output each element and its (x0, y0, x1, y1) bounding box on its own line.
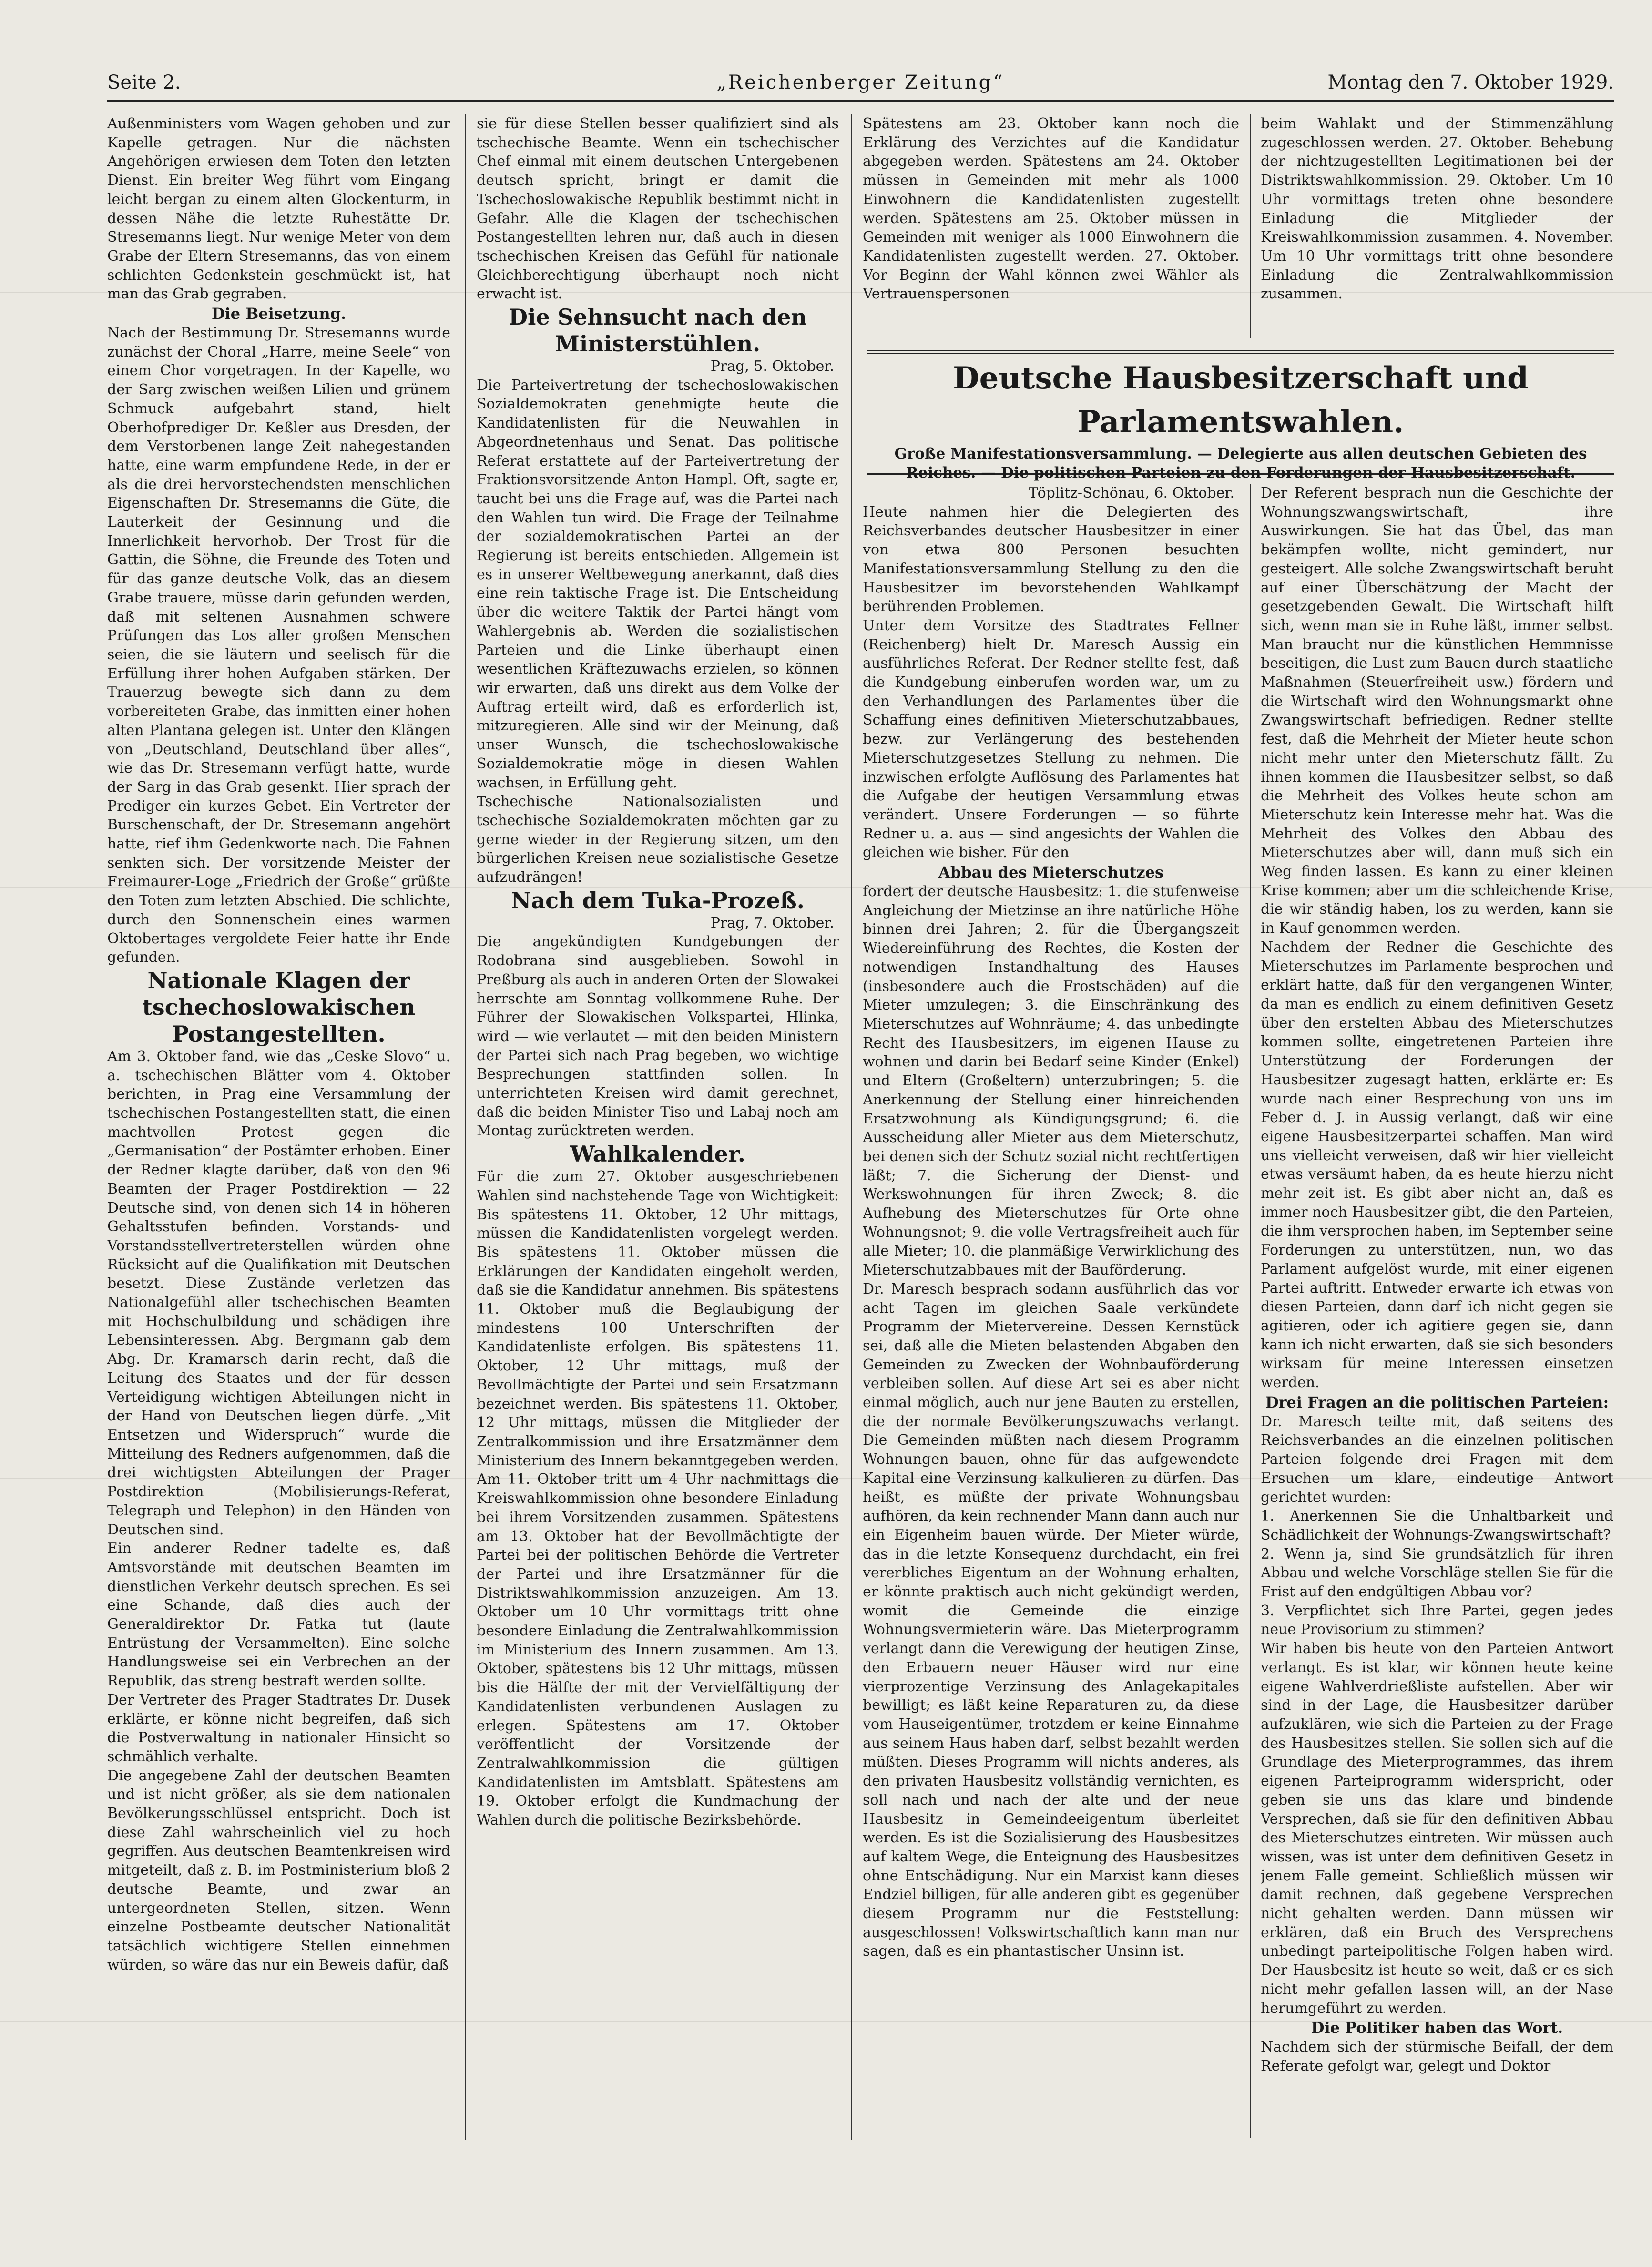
article-continuation: Außenministers vom Wagen gehoben und zur Kapelle getragen. Nur die nächsten Angehörigen erwiesen dem Toten den letzten Dienst. Ein breiter Weg führt vom Eingang leicht bergan zu einem alten Glockenturm, in dessen Nähe die letzte Ruhestätte Dr. Stresemanns liegt. Nur wenige Meter von dem Grabe der Eltern Stresemanns, das von einem schlichten Gedenkstein geschmückt ist, hat man das Grab gegraben. (107, 115, 450, 303)
article-headline: Wahlkalender. (570, 1141, 745, 1167)
column-3 (863, 484, 1239, 2140)
section-heading: Abbau des Mieterschutzes (938, 863, 1163, 882)
column-2 (477, 114, 839, 2202)
article-headline: Nach dem Tuka-Prozeß. (511, 887, 805, 913)
issue-date: Montag den 7. Oktober 1929. (1327, 71, 1614, 93)
article-text: fordert der deutsche Hausbesitz: 1. die stufenweise Angleichung der Mietzinse an ihre natürliche Höhe binnen drei Jahren; 2. für die Übergangszeit Wiedereinführung des Rechtes, die Kosten der notwendigen Instandhaltung des Hauses (insbesondere auch die Frostschäden) auf die Mieter umzulegen; 3. die Einschränkung des Mieterschutzes auf Wohnräume; 4. das unbedingte Recht des Hausbesitzers, im eigenen Hause zu wohnen und darin bei Bedarf seine Kinder (Enkel) und Eltern (Großeltern) unterzubringen; 5. die Anerkennung der Stellung einer hinreichenden Ersatzwohnung als Kündigungsgrund; 6. die Ausscheidung aller Mieter aus dem Mieterschutz, bei denen sich der Schutz sozial nicht rechtfertigen läßt; 7. die Sicherung der Dienst- und Werkswohnungen für ihren Zweck; 8. die Aufhebung des Mieterschutzes für Orte ohne Wohnungsnot; 9. die volle Vertragsfreiheit auch für alle Mieter; 10. die planmäßige Verwirklichung des Mieterschutzabbaues mit der Bauförderung. (863, 883, 1239, 1279)
article-text: Nach der Bestimmung Dr. Stresemanns wurde zunächst der Choral „Harre, meine Seele“ von einem Chor vorgetragen. In der Kapelle, wo der Sarg zwischen weißen Lilien und grünem Schmuck aufgebahrt stand, hielt Oberhofprediger Dr. Keßler aus Dresden, der dem Verstorbenen lange Zeit nahegestanden hatte, eine warm empfundene Rede, in der er als die drei hervorstechendsten menschlichen Eigenschaften Dr. Stresemanns die Güte, die Lauterkeit der Gesinnung und die Innerlichkeit hervorhob. Der Trost für die Gattin, die Söhne, die Freunde des Toten und für das ganze deutsche Volk, das an diesem Grabe trauere, müsse darin gefunden werden, daß mit seltenen Ausnahmen schwere Prüfungen das Los aller großen Menschen seien, die sie läutern und seelisch für die Erfüllung ihrer hohen Aufgaben stärken. Der Trauerzug bewegte sich dann zu dem vorbereiteten Grabe, das inmitten einer hohen alten Plantana gelegen ist. Unter den Klängen von „Deutschland, Deutschland über alles“, wie das Dr. Stresemann verfügt hatte, wurde der Sarg in das Grab gesenkt. Hier sprach der Prediger ein kurzes Gebet. Ein Vertreter der Burschenschaft, der Dr. Stresemann angehört hatte, rief ihm Gedenkworte nach. Die Fahnen senkten sich. Der vorsitzende Meister der Freimaurer-Loge „Friedrich der Große“ grüßte den Toten zum letzten Abschied. Die schlichte, durch den Sonnenschein eines warmen Oktobertages vergoldete Feier hatte ihr Ende gefunden. (107, 325, 450, 966)
section-heading: Die Politiker haben das Wort. (1311, 2019, 1563, 2037)
column-4-top (1261, 114, 1613, 329)
page-header (107, 71, 1614, 102)
banner-headline (867, 350, 1614, 481)
column-rule (851, 114, 852, 2140)
newspaper-title: „Reichenberger Zeitung“ (716, 71, 1005, 93)
column-rule (1250, 114, 1251, 338)
article-text: Heute nahmen hier die Delegierten des Reichsverbandes deutscher Hausbesitzer in einer von etwa 800 Personen besuchten Manifestationsversammlung Stellung zu den die Hausbesitzer im bevorstehenden Wahlkampf berührenden Problemen. (863, 503, 1239, 615)
article-headline: Nationale Klagen der tschechoslowakischen Postangestellten. (142, 967, 416, 1047)
column-rule (465, 114, 466, 2140)
article-text: Der Referent besprach nun die Geschichte der Wohnungszwangswirtschaft, ihre Auswirkungen. Sie hat das Übel, das man bekämpfen wollte, nicht gemindert, nur gesteigert. Alle solche Zwangswirtschaft beruht auf einer Überschätzung der Macht der gesetzgebenden Gewalt. Die Wirtschaft hilft sich, wenn man sie in Ruhe läßt, immer selbst. Man braucht nur die künstlichen Hemmnisse beseitigen, die Lust zum Bauen durch staatliche Maßnahmen (Steuerfreiheit usw.) fördern und die Wirtschaft wird den Wohnungsmarkt ohne Zwangswirtschaft befriedigen. Redner stellte fest, daß die Mehrheit der Mieter heute schon nicht mehr unter den Mieterschutz fällt. Zu ihnen kommen die Hausbesitzer selbst, so daß die Mehrheit des Volkes heute schon am Mieterschutz kein Interesse mehr hat. Was die Mehrheit des Volkes den Abbau des Mieterschutzes aber will, dann muß sich ein Weg finden lassen. Es kann zu einer kleinen Krise kommen; aber um die schleichende Krise, die wir ständig haben, los zu werden, kann sie in Kauf genommen werden. (1261, 485, 1613, 937)
article-text: Die angekündigten Kundgebungen der Rodobrana sind ausgeblieben. Sowohl in Preßburg als auch in anderen Orten der Slowakei herrschte am Sonntag vollkommene Ruhe. Der Führer der Slowakischen Volkspartei, Hlinka, wird — wie verlautet — mit den beiden Ministern der Partei sich nach Prag begeben, wo wichtige Besprechungen stattfinden sollen. In unterrichteten Kreisen wird damit gerechnet, daß die beiden Minister Tiso und Labaj noch am Montag zurücktreten werden. (477, 933, 839, 1140)
banner-subtitle: Große Manifestationsversammlung. — Delegierte aus allen deutschen Gebieten des Reiches. — Die politischen Parteien zu den Forderungen der Hausbesitzerschaft. (894, 445, 1587, 481)
page-number: Seite 2. (107, 71, 181, 93)
section-heading: Drei Fragen an die politischen Parteien: (1265, 1393, 1609, 1411)
article-text: Nachdem der Redner die Geschichte des Mieterschutzes im Parlamente besprochen und erklärt hatte, daß für den vergangenen Winter, da man es endlich zu einem definitiven Gesetz über den erstelten Abbau des Mieterschutzes kommen sollte, eingetretenen Parteien ihre Unterstützung der Forderungen der Hausbesitzer zugesagt hatten, erklärte er: Es wurde nach einer Besprechung von uns im Feber d. J. in Aussig verlangt, daß wir eine eigene Hausbesitzerpartei schaffen. Man wird uns vielleicht verweisen, daß wir hier vielleicht etwas versäumt haben, da es heute hierzu nicht mehr zeit ist. Es gibt aber nicht an, daß es immer noch Hausbesitzer gibt, die den Parteien, die ihm versprochen haben, im September seine Forderungen zu unterstützen, nun, wo das Parlament aufgelöst wurde, mit einer eigenen Partei auftritt. Entweder erwarte ich etwas von diesen Parteien, dann darf ich nicht gegen sie agitieren, oder ich agitiere gegen sie, dann kann ich nicht erwarten, daß sie sich besonders wirksam für meine Interessen einsetzen werden. (1261, 939, 1613, 1391)
article-text: Der Vertreter des Prager Stadtrates Dr. Dusek erklärte, er könne nicht begreifen, daß sich die Postverwaltung in nationaler Hinsicht so schmählich verhalte. (107, 1691, 450, 1765)
article-continuation: beim Wahlakt und der Stimmenzählung zugeschlossen werden. 27. Oktober. Behebung der nichtzugestellten Legitimationen bei der Distriktswahlkommission. 29. Oktober. Um 10 Uhr vormittags treten ohne besondere Einladung die Mitglieder der Kreiswahlkommission zusammen. 4. November. Um 10 Uhr vormittags tritt ohne besondere Einladung die Zentralwahlkommission zusammen. (1261, 115, 1613, 303)
column-3-top (863, 114, 1239, 329)
column-4 (1261, 484, 1613, 2140)
article-text: Die Parteivertretung der tschechoslowakischen Sozialdemokraten genehmigte heute die Kandidatenlisten für die Neuwahlen in Abgeordnetenhaus und Senat. Das politische Referat erstattete auf der Parteivertretung der Fraktionsvorsitzende Anton Hampl. Oft, sagte er, taucht bei uns die Frage auf, was die Partei nach den Wahlen tun wird. Die Frage der Teilnahme der sozialdemokratischen Partei an der Regierung ist bereits entschieden. Allgemein ist es in unserer Weltbewegung anerkannt, daß dies eine rein taktische Frage ist. Die Entscheidung über die weitere Taktik der Partei hängt vom Wahlergebnis ab. Werden die sozialistischen Parteien und die Linke überhaupt einen wesentlichen Kräftezuwachs erzielen, so können wir erwarten, daß uns direkt aus dem Volke der Auftrag erteilt wird, daß es erforderlich ist, mitzuregieren. Alle sind wir der Meinung, daß unser Wunsch, die tschechoslowakische Sozialdemokratie möge in diesen Wahlen wachsen, in Erfüllung geht. (477, 377, 839, 791)
section-heading: Die Beisetzung. (211, 305, 347, 323)
dateline: Prag, 5. Oktober. (710, 358, 834, 375)
article-continuation: sie für diese Stellen besser qualifiziert sind als tschechische Beamte. Wenn ein tschechischer Chef einmal mit einem deutschen Untergebenen deutsch spricht, bringt er damit die Tschechoslowakische Republik bestimmt nicht in Gefahr. Alle die Klagen der tschechischen Postangestellten lehren nur, daß auch in diesen tschechischen Kreisen das Gefühl für nationale Gleichberechtigung überhaupt noch nicht erwacht ist. (477, 115, 839, 303)
article-text: Die angegebene Zahl der deutschen Beamten und ist nicht größer, als sie dem nationalen Bevölkerungsschlüssel entspricht. Doch ist diese Zahl wahrscheinlich viel zu hoch gegriffen. Aus deutschen Beamtenkreisen wird mitgeteilt, daß z. B. im Postministerium bloß 2 deutsche Beamte, und zwar an untergeordneten Stellen, sitzen. Wenn einzelne Postbeamte deutscher Nationalität tatsächlich wichtigere Stellen einnehmen würden, so wäre das nur ein Beweis dafür, daß (107, 1767, 450, 1973)
article-text: Unter dem Vorsitze des Stadtrates Fellner (Reichenberg) hielt Dr. Maresch Aussig ein ausführliches Referat. Der Redner stellte fest, daß die Kundgebung einberufen worden war, um zu den Verhandlungen des Parlamentes über die Schaffung eines definitiven Mieterschutzabbaues, bezw. zur Verlängerung des bestehenden Mieterschutzgesetzes Stellung zu nehmen. Die inzwischen erfolgte Auflösung des Parlamentes hat die Aufgabe der heutigen Versammlung etwas verändert. Unsere Forderungen — so führte Redner u. a. aus — sind angesichts der Wahlen die gleichen wie bisher. Für den (863, 617, 1239, 861)
article-text: Dr. Maresch teilte mit, daß seitens des Reichsverbandes an die einzelnen politischen Parteien folgende drei Fragen mit dem Ersuchen um klare, eindeutige Antwort gerichtet wurden: (1261, 1413, 1613, 1506)
column-rule (1250, 484, 1251, 2138)
article-text: Nachdem sich der stürmische Beifall, der dem Referate gefolgt war, gelegt und Doktor (1261, 2039, 1613, 2074)
article-text: Wir haben bis heute von den Parteien Antwort verlangt. Es ist klar, wir können heute keine eigene Wahlverdrießliste aufstellen. Aber wir sind in der Lage, die Hausbesitzer darüber aufzuklären, wie sich die Parteien zu der Frage des Hausbesitzes stellen. Sie sollen sich auf die Grundlage des Mieterprogrammes, das ihrem eigenen Parteiprogramm widerspricht, oder geben sie uns das klare und bindende Versprechen, daß sie für den definitiven Abbau des Mieterschutzes eintreten. Wir müssen auch wissen, was ist unter dem definitiven Gesetz in jenem Falle gemeint. Schließlich müssen wir damit rechnen, daß gegebene Versprechen nicht gehalten werden. Dann müssen wir erklären, daß ein Bruch des Versprechens unbedingt parteipolitische Folgen haben wird. Der Hausbesitz ist heute so weit, daß er es sich nicht mehr gefallen lassen will, an der Nase herumgeführt zu werden. (1261, 1640, 1613, 2017)
dateline: Prag, 7. Oktober. (710, 914, 834, 931)
article-text: Am 3. Oktober fand, wie das „Ceske Slovo“ u. a. tschechischen Blätter vom 4. Oktober berichten, in Prag eine Versammlung der tschechischen Postangestellten statt, die einen machtvollen Protest gegen die „Germanisation“ der Postämter erhoben. Einer der Redner klagte darüber, daß von den 96 Beamten der Prager Postdirektion — 22 Deutsche sind, von denen sich 14 in höheren Gehaltsstufen befinden. Vorstands- und Vorstandsstellvertreterstellen würden ohne Rücksicht auf die Qualifikation mit Deutschen besetzt. Diese Zustände verletzen das Nationalgefühl aller tschechischen Beamten mit Hochschulbildung und schädigen ihre Lebensinteressen. Abg. Bergmann gab dem Abg. Dr. Kramarsch darin recht, daß die Leitung des Staates und der für dessen Verteidigung wichtigen Abteilungen nicht in der Hand von Deutschen liegen dürfe. „Mit Entsetzen und Widerspruch“ wurde die Mitteilung des Redners aufgenommen, daß die drei wichtigsten Abteilungen der Prager Postdirektion (Mobilisierungs-Referat, Telegraph und Telephon) in den Händen von Deutschen sind. (107, 1048, 450, 1538)
article-headline: Die Sehnsucht nach den Ministerstühlen. (509, 304, 807, 357)
article-text: Für die zum 27. Oktober ausgeschriebenen Wahlen sind nachstehende Tage von Wichtigkeit: Bis spätestens 11. Oktober, 12 Uhr mittags, müssen die Kandidatenlisten vorgelegt werden. Bis spätestens 11. Oktober müssen die Erklärungen der Kandidaten eingeholt werden, daß sie die Kandidatur annehmen. Bis spätestens 11. Oktober muß die Beglaubigung der mindestens 100 Unterschriften der Kandidatenliste erfolgen. Bis spätestens 11. Oktober, 12 Uhr mittags, muß der Bevollmächtigte der Partei und sein Ersatzmann bezeichnet werden. Bis spätestens 11. Oktober, 12 Uhr mittags, müssen die Mitglieder der Zentralkommission und ihre Ersatzmänner dem Ministerium des Innern bekanntgegeben werden. Am 11. Oktober tritt um 4 Uhr nachmittags die Kreiswahlkommission ohne besondere Einladung bei ihrem Vorsitzenden zusammen. Spätestens am 13. Oktober hat der Bevollmächtigte der Partei bei der politischen Behörde die Vertreter der Partei und ihre Ersatzmänner für die Distriktswahlkommission anzuzeigen. Am 13. Oktober um 10 Uhr vormittags tritt ohne besondere Einladung die Zentralwahlkommission im Ministerium des Innern zusammen. Am 13. Oktober, spätestens bis 12 Uhr mittags, müssen bis die Hälfte der mit der Vervielfältigung der Kandidatenlisten verbundenen Auslagen zu erlegen. Spätestens am 17. Oktober veröffentlicht der Vorsitzende der Zentralwahlkommission die gültigen Kandidatenlisten im Amtsblatt. Spätestens am 19. Oktober erfolgt die Kundmachung der Wahlen durch die politische Bezirksbehörde. (477, 1168, 839, 1829)
article-text: Dr. Maresch besprach sodann ausführlich das vor acht Tagen im gleichen Saale verkündete Programm der Mietervereine. Dessen Kernstück sei, daß alle die Mieten belastenden Abgaben den Gemeinden zu Zwecken der Wohnbauförderung verbleiben sollen. Auf diese Art sei es aber nicht einmal möglich, auch nur jene Bauten zu erstellen, die der normale Bevölkerungszuwachs verlangt. Die Gemeinden müßten nach diesem Programm Wohnungen bauen, ohne für das aufgewendete Kapital eine Verzinsung kalkulieren zu dürfen. Das heißt, es müßte der private Wohnungsbau aufhören, da kein rechnender Mann dann auch nur ein Eigenheim bauen würde. Der Mieter würde, das in die letzte Konsequenz durchdacht, ein frei vererbliches Eigentum an der Wohnung erhalten, er könnte praktisch auch nicht gekündigt werden, womit die Gemeinde die einzige Wohnungsvermieterin wäre. Das Mieterprogramm verlangt dann die Verewigung der heutigen Zinse, den Erbauern neuer Häuser wird nur eine vierprozentige Verzinsung des Anlagekapitales bewilligt; es läßt keine Reparaturen zu, da diese vom Hauseigentümer, trotzdem er keine Einnahme aus seinem Haus haben darf, selbst bezahlt werden müßten. Dieses Programm will nichts anderes, als den privaten Hausbesitz vollständig vernichten, es soll nach und nach der alte und der neue Hausbesitz in Gemeindeeigentum überleitet werden. Es ist die Sozialisierung des Hausbesitzes auf kaltem Wege, die Enteignung des Hausbesitzes ohne Entschädigung. Nur ein Marxist kann dieses Endziel billigen, für alle anderen gibt es gegenüber diesem Programm nur die Feststellung: ausgeschlossen! Volkswirtschaftlich kann man nur sagen, daß es ein phantastischer Unsinn ist. (863, 1280, 1239, 1960)
article-text: Ein anderer Redner tadelte es, daß Amtsvorstände mit deutschen Beamten im dienstlichen Verkehr deutsch sprechen. Es sei eine Schande, daß dies auch der Generaldirektor Dr. Fatka tut (laute Entrüstung der Versammelten). Eine solche Handlungsweise sei ein Verbrechen an der Republik, das streng bestraft werden sollte. (107, 1540, 450, 1690)
banner-title: Deutsche Hausbesitzerschaft und Parlamentswahlen. (953, 360, 1529, 440)
article-continuation: Spätestens am 23. Oktober kann noch die Erklärung des Verzichtes auf die Kandidatur abgegeben werden. Spätestens am 24. Oktober müssen in Gemeinden mit mehr als 1000 Einwohnern die Kandidatenlisten zugestellt werden. Spätestens am 25. Oktober müssen in Gemeinden mit weniger als 1000 Einwohnern die Kandidatenlisten zugestellt werden. 27. Oktober. Vor Beginn der Wahl können zwei Wähler als Vertrauenspersonen (863, 115, 1239, 303)
question-2: 2. Wenn ja, sind Sie grundsätzlich für ihren Abbau und welche Vorschläge stellen Sie für die Frist auf den endgültigen Abbau vor? (1261, 1545, 1613, 1601)
dateline: Töplitz-Schönau, 6. Oktober. (1028, 485, 1234, 501)
question-1: 1. Anerkennen Sie die Unhaltbarkeit und Schädlichkeit der Wohnungs-Zwangswirtschaft? (1261, 1508, 1613, 1543)
question-3: 3. Verpflichtet sich Ihre Partei, gegen jedes neue Provisorium zu stimmen? (1261, 1602, 1613, 1638)
column-1 (107, 114, 450, 2202)
article-text: Tschechische Nationalsozialisten und tschechische Sozialdemokraten möchten gar zu gerne wieder in der Regierung sitzen, um den bürgerlichen Kreisen neue sozialistische Gesetze aufzudrängen! (477, 793, 839, 886)
